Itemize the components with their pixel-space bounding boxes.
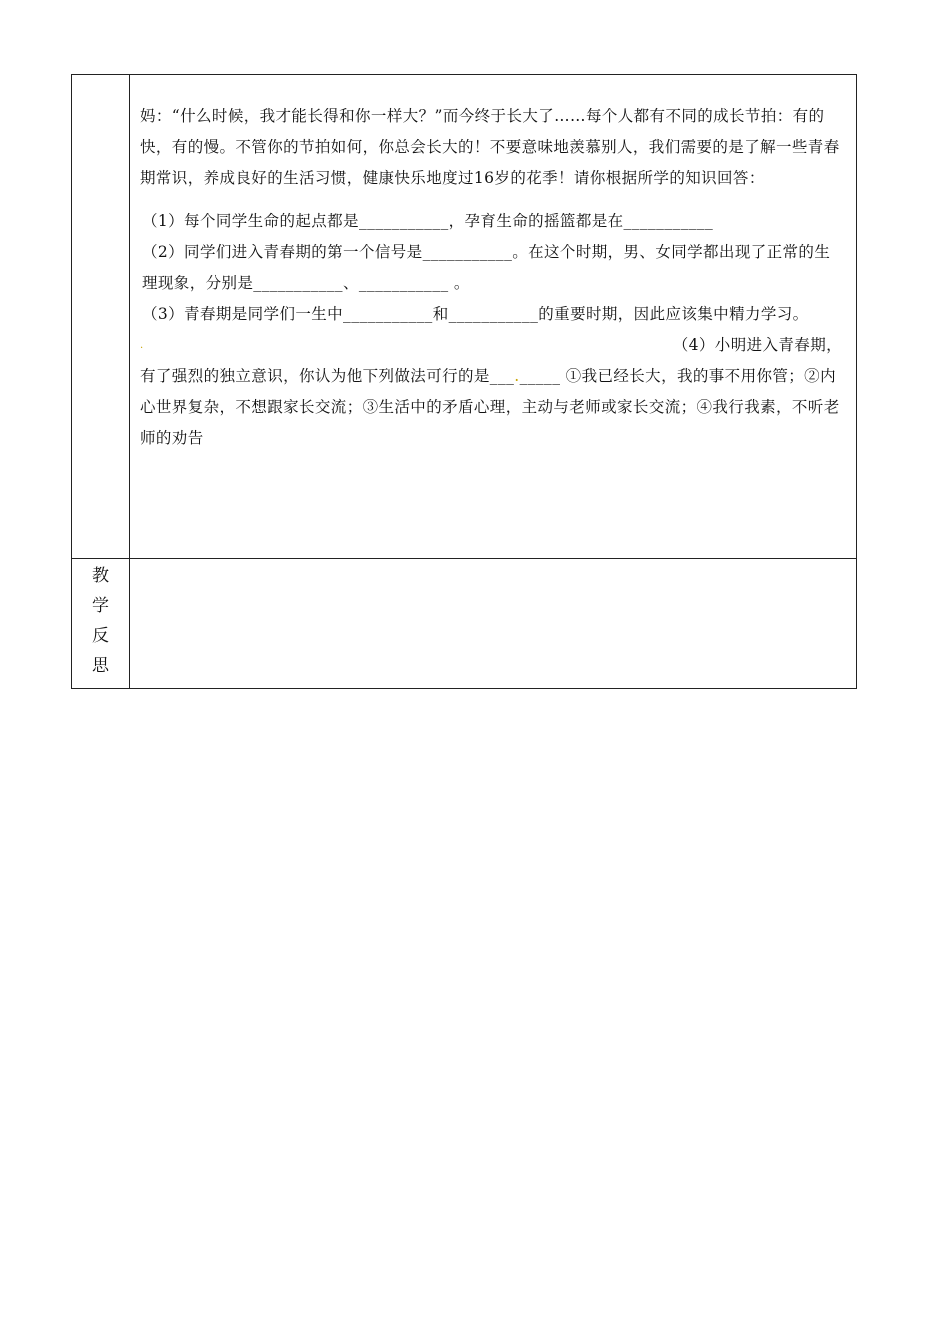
- reflection-label: [72, 559, 129, 681]
- margin-mark: .: [140, 340, 144, 351]
- reflection-label-cell: [72, 559, 130, 688]
- question-4-head-text: （4）小明进入青春期，: [672, 336, 842, 354]
- intro-paragraph: 妈：“什么时候，我才能长得和你一样大？”而今终于长大了……每个人都有不同的成长节拍：有的快，有的慢。不管你的节拍如何，你总会长大的！不要意味地羡慕别人，我们需要的是了解一些青春期常识，养成良好的生活习惯，健康快乐地度过16岁的花季！请你根据所学的知识回答：: [140, 107, 840, 187]
- question-4-body-part-b: _____ ①我已经长大，我的事不用你管；②内心世界复杂，不想跟家长交流；③生活中的矛盾心理，主动与老师或家长交流；④我行我素，不听老师的劝告: [140, 367, 840, 447]
- reflection-label-char: 反: [92, 626, 109, 646]
- question-4-body: [140, 361, 844, 454]
- question-3: （3）青春期是同学们一生中___________和___________的重要时期，因此应该集中精力学习。: [142, 305, 809, 323]
- exercise-label-cell: [72, 75, 130, 558]
- reflection-content-cell[interactable]: [130, 559, 856, 688]
- question-4-head: [140, 330, 844, 361]
- worksheet-table: [71, 74, 857, 689]
- question-1: （1）每个同学生命的起点都是___________，孕育生命的摇篮都是在___________: [142, 212, 714, 230]
- reflection-label-char: 思: [92, 656, 109, 676]
- reflection-label-char: 学: [92, 596, 109, 616]
- question-4-body-part-a: 有了强烈的独立意识，你认为他下列做法可行的是___: [140, 367, 515, 385]
- question-2: （2）同学们进入青春期的第一个信号是___________。在这个时期，男、女同学都出现了正常的生理现象，分别是___________、___________ 。: [142, 243, 831, 292]
- reflection-row: [72, 558, 856, 688]
- exercise-content-cell: [130, 75, 856, 558]
- exercise-row: [72, 75, 856, 558]
- answer-dot: .: [514, 367, 520, 385]
- reflection-label-char: 教: [92, 566, 109, 586]
